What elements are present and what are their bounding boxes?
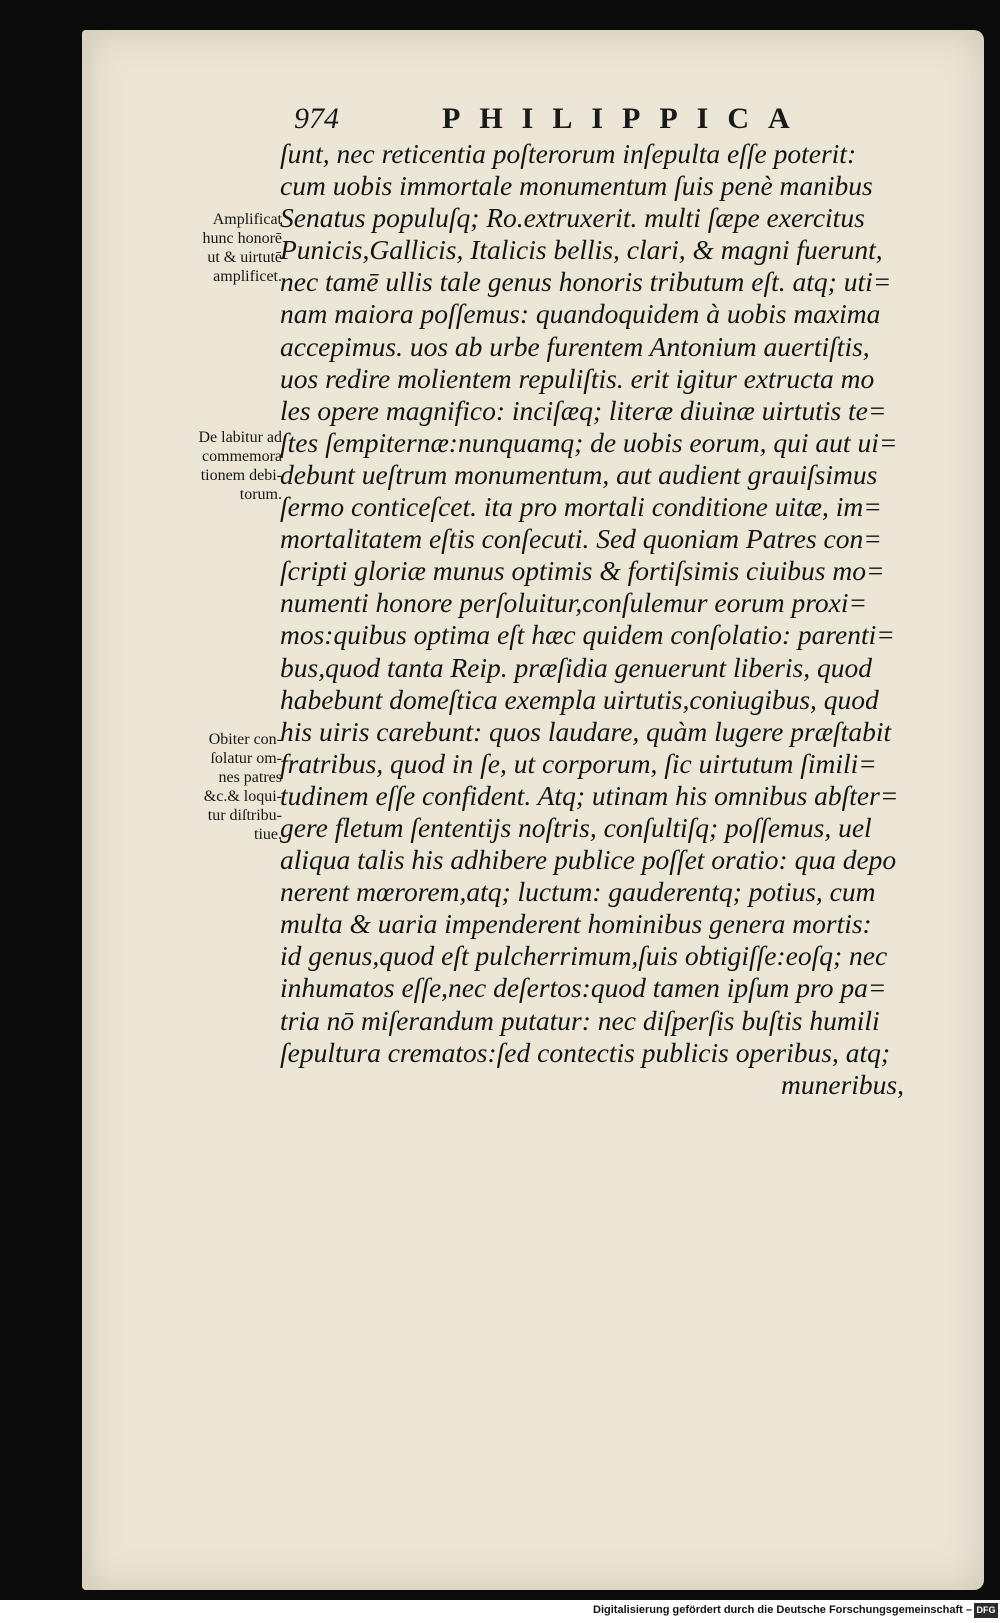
text-line: habebunt domeſtica exempla uirtutis,coniugibus, quod [280,683,879,715]
text-line: ſtes ſempiternæ:nunquamq; de uobis eorum, qui aut ui= [280,426,898,458]
margin-note-line: ut & uirtutē [207,249,282,266]
text-line: cum uobis immortale monumentum ſuis penè manibus [280,170,873,202]
footer-credit: Digitalisierung gefördert durch die Deutsche Forschungsgemeinschaft – [593,1604,972,1616]
footer-bar [0,1600,1000,1623]
margin-note-amplificat [144,210,282,286]
text-line: aliqua talis his adhibere publice poſſet oratio: qua depo [280,844,897,876]
running-title: PHILIPPICA [442,102,809,135]
text-line: uos redire molientem repuliſtis. erit igitur extructa mo [280,362,875,394]
text-line: mortalitatem eſtis conſecuti. Sed quoniam Patres con= [280,523,882,555]
text-line: tria nō miſerandum putatur: nec diſperſis buſtis humili [280,1004,880,1036]
text-line: bus,quod tanta Reip. præſidia genuerunt liberis, quod [280,651,873,683]
margin-note-line: Obiter con‑ [208,731,282,748]
margin-note-line: tur diſtribu‑ [207,807,282,824]
text-line: nam maiora poſſemus: quandoquidem à uobis maxima [280,298,881,330]
margin-note-line: amplificet. [213,268,282,285]
text-line: tudinem eſſe confident. Atq; utinam his omnibus abſter= [280,779,899,811]
text-line: id genus,quod eſt pulcherrimum,ſuis obtigiſſe:eoſq; nec [280,940,888,972]
margin-note-obiter [144,730,282,844]
text-line: multa & uaria impenderent hominibus genera mortis: [280,908,872,940]
text-line: accepimus. uos ab urbe furentem Antonium auertiſtis, [280,330,870,362]
text-line: nerent mœrorem,atq; luctum: gauderentq; potius, cum [280,876,876,908]
dfg-logo-icon: DFG [974,1603,998,1618]
text-line: fratribus, quod in ſe, ut corporum, ſic uirtutum ſimili= [280,747,877,779]
text-line: inhumatos eſſe,nec deſertos:quod tamen ipſum pro pa= [280,972,887,1004]
text-line: ſermo conticeſcet. ita pro mortali conditione uitæ, im= [280,491,882,523]
margin-note-line: tionem debi‑ [200,467,282,484]
text-line: Punicis,Gallicis, Italicis bellis, clari, & magni fuerunt, [280,234,883,266]
margin-note-line: Amplificat [212,211,282,228]
text-line: Senatus populuſq; Ro.extruxerit. multi ſæpe exercitus [280,202,865,234]
margin-note-line: ſolatur om‑ [210,750,282,767]
text-line: debunt ueſtrum monumentum, aut audient grauiſsimus [280,458,878,490]
text-line: his uiris carebunt: quos laudare, quàm lugere præſtabit [280,715,892,747]
margin-note-line: De labitur ad [198,429,282,446]
page-gutter-shadow [82,30,96,1590]
text-line: gere fletum ſententijs noſtris, conſultiſq; poſſemus, uel [280,811,872,843]
margin-note-delabitur [144,428,282,504]
margin-note-line: hunc honorē [202,230,282,247]
scanned-page [82,30,984,1590]
margin-note-line: nes patres [218,769,282,786]
margin-note-line: torum. [239,486,282,503]
body-text [280,138,1000,1101]
page-number: 974 [294,102,339,135]
margin-note-line: &c.& loqui‑ [203,788,282,805]
text-line: nec tamē ullis tale genus honoris tributum eſt. atq; uti= [280,266,892,298]
text-line: ſepultura crematos:ſed contectis publicis operibus, atq; [280,1036,890,1068]
catchword: muneribus, [781,1068,904,1100]
text-line: les opere magnifico: inciſæq; literæ diuinæ uirtutis te= [280,394,887,426]
margin-note-line: commemora [202,448,282,465]
text-line: mos:quibus optima eſt hæc quidem conſolatio: parenti= [280,619,895,651]
text-line: ſunt, nec reticentia poſterorum inſepulta eſſe poterit: [280,138,857,169]
text-line: numenti honore perſoluitur,conſulemur eorum proxi= [280,587,868,619]
margin-note-line: tiue. [254,826,282,843]
text-line: ſcripti gloriæ munus optimis & fortiſsimis ciuibus mo= [280,555,885,587]
